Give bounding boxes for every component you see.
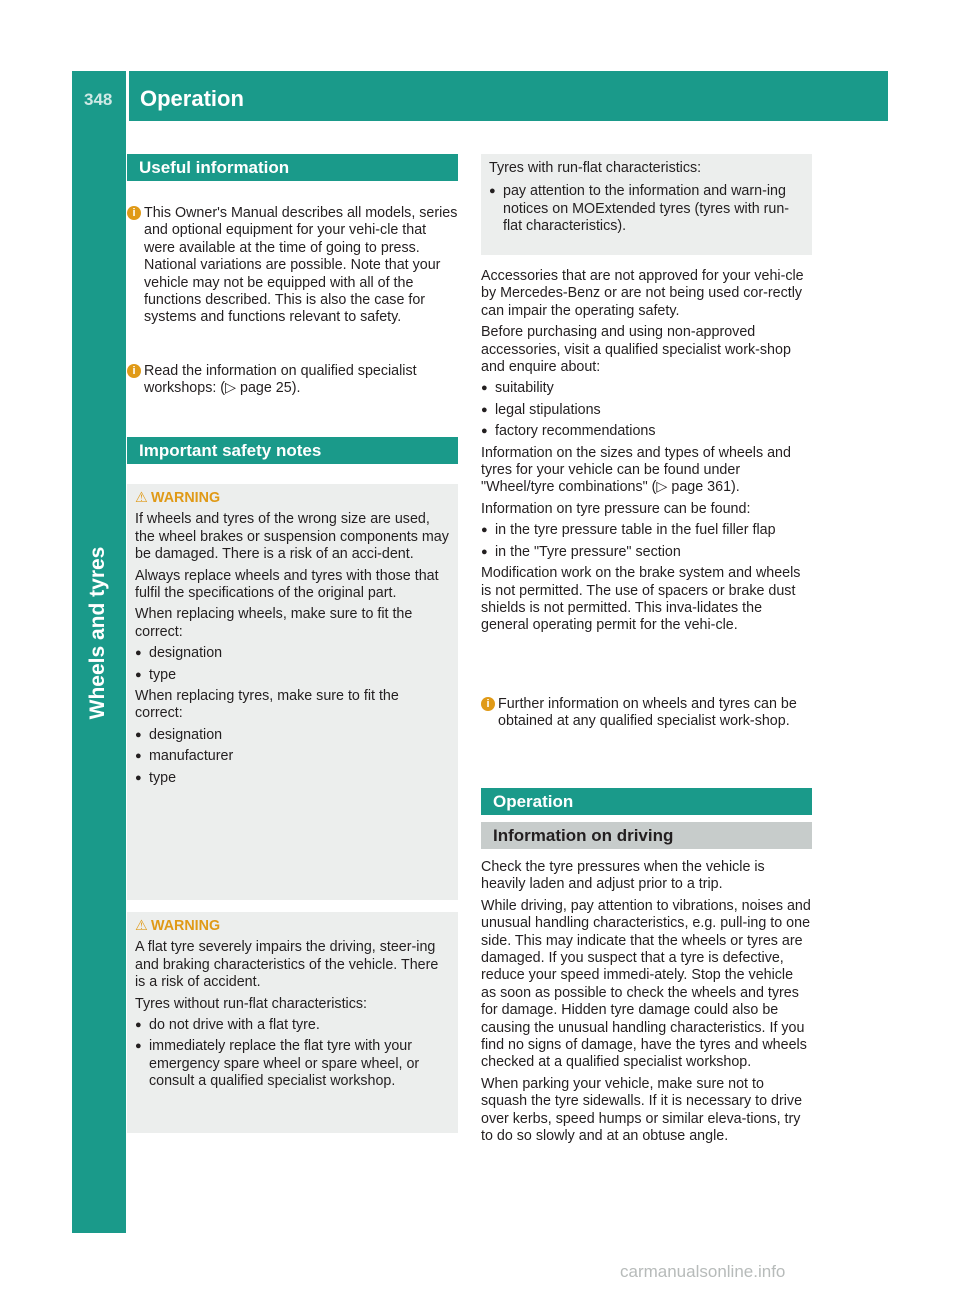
- warning-heading: ⚠ WARNING: [135, 490, 221, 506]
- info-note: i Further information on wheels and tyres can be obtained at any qualified specialist work-shop.: [481, 696, 812, 731]
- paragraph: Modification work on the brake system and wheels is not permitted. The use of spacers or brake dust shields is not permitted. This inva-lidates the general operating permit for the vehi-cle.: [481, 565, 801, 634]
- paragraph: Information on the sizes and types of wheels and tyres for your vehicle can be found under "Wheel/tyre combinations" (▷ page 361).: [481, 444, 791, 496]
- warning-text: When replacing wheels, make sure to fit the correct:: [135, 606, 413, 640]
- note-text: Tyres with run-flat characteristics:: [489, 160, 702, 176]
- warning-triangle-icon: ⚠: [135, 490, 148, 506]
- list-item: ● in the tyre pressure table in the fuel filler flap: [481, 522, 776, 539]
- header-divider: [126, 71, 129, 121]
- list-item: ● pay attention to the information and warn-ing notices on MOExtended tyres (tyres with run-flat characteristics).: [489, 183, 790, 235]
- info-icon: i: [127, 206, 141, 220]
- paragraph: Before purchasing and using non-approved accessories, visit a qualified specialist work-shop and enquire about:: [481, 324, 791, 376]
- paragraph: While driving, pay attention to vibrations, noises and unusual handling characteristics, e.g. pull-ing to one side. This may indicate that the wheels or tyres are damaged. If you suspect that a tyre is defective, reduce your speed immedi-ately. Stop the vehicle as soon as possible to check the wheels and tyres for damage. Hidden tyre damage could also be causing the unusual handling characteristics. If you find no signs of damage, have the tyres and wheels checked at a qualified specialist workshop.: [481, 897, 811, 1071]
- section-heading-important-safety-notes: Important safety notes: [127, 437, 458, 464]
- list-item: ● legal stipulations: [481, 401, 601, 418]
- note-box: [481, 154, 812, 255]
- list-item: ● designation: [135, 645, 223, 662]
- warning-text: Tyres without run-flat characteristics:: [135, 995, 368, 1012]
- warning-text: Always replace wheels and tyres with those that fulfil the specifications of the original part.: [135, 567, 439, 602]
- list-item: ● designation: [135, 726, 223, 743]
- paragraph: Information on tyre pressure can be found:: [481, 500, 751, 517]
- list-item: ● suitability: [481, 380, 554, 397]
- warning-box: [127, 912, 458, 1133]
- page-title: Operation: [140, 86, 244, 111]
- page-number: 348: [84, 90, 113, 109]
- info-icon: i: [481, 697, 495, 711]
- warning-text: When replacing tyres, make sure to fit the correct:: [135, 688, 399, 722]
- list-item: ● do not drive with a flat tyre.: [135, 1017, 320, 1034]
- paragraph: Accessories that are not approved for your vehi-cle by Mercedes-Benz or are not being used cor-rectly can impair the operating safety.: [481, 268, 804, 319]
- list-item: ● factory recommendations: [481, 423, 656, 440]
- list-item: ● type: [135, 666, 177, 683]
- warning-heading: ⚠ WARNING: [135, 918, 221, 934]
- list-item: ● immediately replace the flat tyre with your emergency spare wheel or spare wheel, or consult a qualified specialist workshop.: [135, 1038, 420, 1090]
- warning-text: If wheels and tyres of the wrong size are used, the wheel brakes or suspension components may be damaged. There is a risk of an acci-dent.: [135, 511, 449, 563]
- subsection-heading-information-on-driving: Information on driving: [481, 822, 812, 849]
- info-note: i Read the information on qualified specialist workshops: (▷ page 25).: [127, 363, 458, 398]
- warning-triangle-icon: ⚠: [135, 918, 148, 934]
- body-text-block: [481, 268, 812, 635]
- info-note: i This Owner's Manual describes all models, series and optional equipment for your vehi-cle that were available at the time of going to press. National variations are possible. Note that your vehicle may not be equipped with all of the functions described. This is also the case for systems and functions relevant to safety.: [127, 205, 458, 327]
- body-text-block: [481, 859, 812, 1146]
- paragraph: Check the tyre pressures when the vehicle is heavily laden and adjust prior to a trip.: [481, 859, 765, 893]
- list-item: ● in the "Tyre pressure" section: [481, 543, 681, 560]
- section-heading-useful-information: Useful information: [127, 154, 458, 181]
- warning-box: [127, 484, 458, 900]
- paragraph: When parking your vehicle, make sure not to squash the tyre sidewalls. If it is necessary to drive over kerbs, speed humps or similar eleva-tions, try to do so slowly and at an obtuse angle.: [481, 1075, 803, 1145]
- watermark: carmanualsonline.info: [620, 1262, 786, 1281]
- warning-text: A flat tyre severely impairs the driving, steer-ing and braking characteristics of the vehicle. There is a risk of accident.: [135, 939, 439, 991]
- info-icon: i: [127, 364, 141, 378]
- section-heading-operation: Operation: [481, 788, 812, 815]
- list-item: ● manufacturer: [135, 748, 234, 765]
- list-item: ● type: [135, 769, 177, 786]
